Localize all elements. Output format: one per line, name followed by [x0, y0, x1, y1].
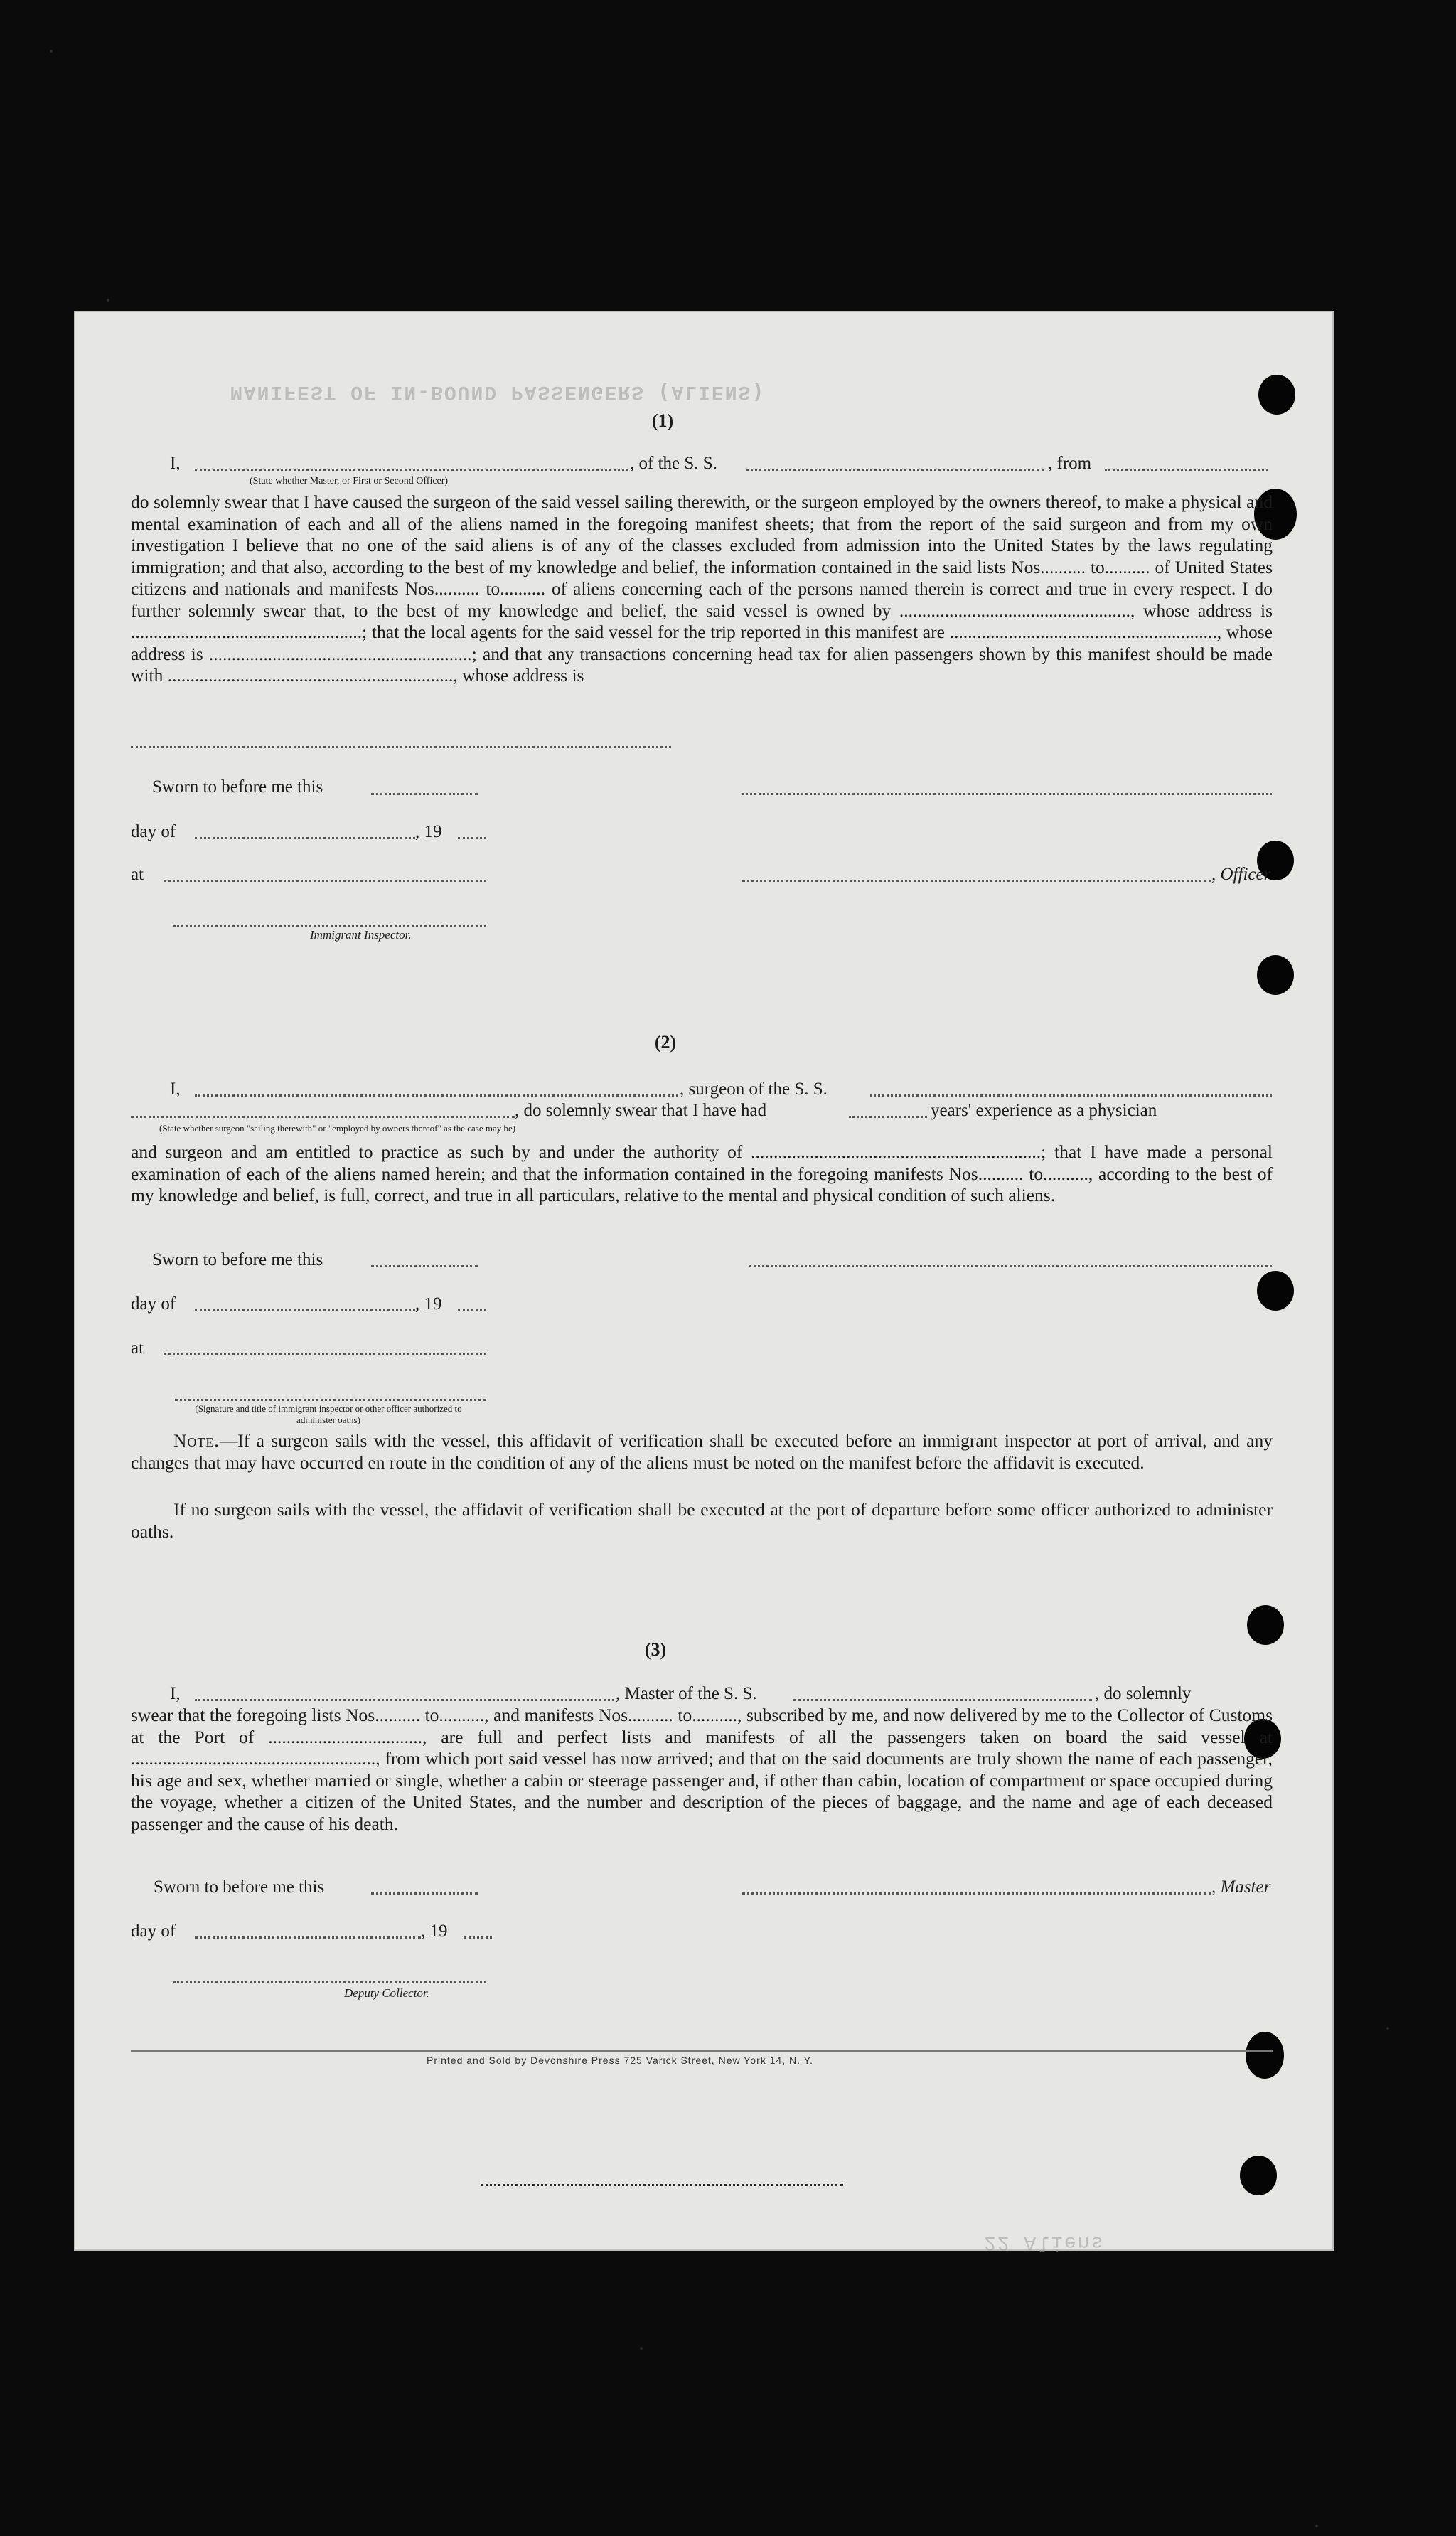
s3-master-title: , Master	[1211, 1877, 1271, 1897]
s1-agent-address-field[interactable]	[131, 746, 671, 748]
bleed-through-bottom: 22 Aliens	[984, 2231, 1105, 2253]
section-1-number: (1)	[651, 410, 674, 431]
s2-surgeon-name-field[interactable]	[195, 1094, 678, 1097]
s3-year-field[interactable]	[464, 1936, 492, 1939]
printer-imprint: Printed and Sold by Devonshire Press 725 Varick Street, New York 14, N. Y.	[427, 2055, 814, 2066]
s1-at-field[interactable]	[164, 880, 486, 882]
s3-signature-field[interactable]	[742, 1892, 1211, 1895]
s1-from-field[interactable]	[1105, 469, 1268, 471]
s2-sworn-label: Sworn to before me this	[152, 1250, 323, 1269]
s2-inspector-signature-field[interactable]	[175, 1399, 486, 1401]
s1-day-of-label: day of	[131, 822, 176, 841]
s2-surgeon-caption: (State whether surgeon "sailing therewith" or "employed by owners thereof" as the case may be)	[159, 1123, 516, 1134]
s3-sworn-field[interactable]	[371, 1892, 478, 1895]
s2-swear-label: , do solemnly swear that I have had	[515, 1101, 767, 1120]
punch-hole	[1257, 955, 1294, 995]
s1-signature-field[interactable]	[742, 793, 1272, 795]
s2-note	[131, 1430, 1273, 1474]
s1-oath-body: do solemnly swear that I have caused the surgeon of the said vessel sailing therewith, or the surgeon employed by the owners thereof, to make a physical and mental examination of each and all of the aliens named in the foregoing manifest sheets; that from the report of the said surgeon and from my own investigation I believe that no one of the said aliens is of any of the classes excluded from admission into the United States by the laws regulating immigration; and that also, according to the best of my knowledge and belief, the information contained in the said lists Nos.......... to.......... of United States citizens and nationals and manifests Nos.......... to.......... of aliens concerning each of the persons named therein is correct and true in every respect. I do further solemnly swear that, to the best of my knowledge and belief, the said vessel is owned by ..................................................., whose address is ...................................................; that the local agents for the said vessel for the trip reported in this manifest are ..........................................................., whose address is ..........................................................; and that any transactions concerning head tax for alien passengers shown by this manifest should be made with ..............................................................., whose address is	[131, 491, 1273, 686]
s2-year-field[interactable]	[458, 1309, 486, 1311]
scan-speck	[1386, 2027, 1389, 2030]
s1-sworn-label: Sworn to before me this	[152, 777, 323, 797]
s1-from-label: , from	[1048, 454, 1092, 473]
s2-note-label: Note.	[173, 1430, 220, 1451]
s1-i-label: I,	[170, 454, 181, 473]
punch-hole	[1257, 1271, 1294, 1311]
section-2-number: (2)	[654, 1032, 677, 1053]
s2-day-of-label: day of	[131, 1294, 176, 1314]
punch-hole	[1247, 1605, 1284, 1645]
s3-vessel-field[interactable]	[793, 1699, 1092, 1701]
s1-inspector-title: Immigrant Inspector.	[310, 928, 412, 942]
s2-years-label: years' experience as a physician	[931, 1101, 1157, 1120]
s1-inspector-signature-field[interactable]	[173, 925, 486, 927]
s2-years-field[interactable]	[849, 1116, 927, 1118]
s3-day-field[interactable]	[195, 1936, 421, 1939]
s2-at-field[interactable]	[164, 1353, 486, 1355]
s3-collector-title: Deputy Collector.	[344, 1986, 429, 2000]
punch-hole	[1246, 2032, 1284, 2079]
s2-year-label: , 19	[415, 1294, 442, 1314]
scan-speck	[107, 299, 109, 302]
section-3-number: (3)	[644, 1639, 667, 1660]
footer-rule	[131, 2050, 1273, 2052]
s3-master-label: , Master of the S. S.	[616, 1684, 757, 1703]
s3-oath-body: swear that the foregoing lists Nos.......... to.........., and manifests Nos.......... to.........., subscribed by me, and now delivered by me to the Collector of Customs at the Port of .................................., are full and perfect lists and manifests of all the passengers taken on board the said vessel at ......................................................, from which port said vessel has now arrived; and that on the said documents are truly shown the name of each passenger, his age and sex, whether married or single, whether a cabin or steerage passenger and, if other than cabin, location of compartment or space occupied during the voyage, whether a citizen of the United States, and the number and description of the pieces of baggage, and the name and age of each deceased passenger and the cause of his death.	[131, 1705, 1273, 1834]
s2-oath-body: and surgeon and am entitled to practice as such by and under the authority of ................................................................; that I have made a personal examination of each of the aliens named herein; and that the information contained in the foregoing manifests Nos.......... to.........., according to the best of my knowledge and belief, is full, correct, and true in all particulars, relative to the mental and physical condition of such aliens.	[131, 1141, 1273, 1205]
s2-sworn-field[interactable]	[371, 1265, 478, 1267]
s2-i-label: I,	[170, 1080, 181, 1099]
s1-day-field[interactable]	[195, 837, 415, 839]
s1-officer-name-field[interactable]	[195, 469, 628, 471]
s3-swear-label: , do solemnly	[1095, 1684, 1192, 1703]
s2-surgeon-label: , surgeon of the S. S.	[680, 1080, 828, 1099]
manifest-affidavit-page	[74, 311, 1334, 2251]
stray-dotted-mark	[481, 2184, 843, 2186]
scan-speck	[640, 2347, 643, 2350]
punch-hole	[1258, 375, 1295, 415]
s2-note-2: If no surgeon sails with the vessel, the affidavit of verification shall be executed at the port of departure before some officer authorized to administer oaths.	[131, 1499, 1273, 1542]
s1-officer-label: , Officer	[1211, 865, 1271, 884]
s1-master-caption: (State whether Master, or First or Second Officer)	[250, 476, 449, 486]
punch-hole	[1240, 2156, 1277, 2195]
s2-signature-caption: (Signature and title of immigrant inspector or other officer authorized to administer oaths)	[195, 1403, 462, 1425]
s3-master-name-field[interactable]	[195, 1699, 614, 1701]
s1-year-label: , 19	[415, 822, 442, 841]
s1-vessel-field[interactable]	[746, 469, 1044, 471]
s2-at-label: at	[131, 1338, 144, 1358]
scan-speck	[1315, 2525, 1318, 2527]
bleed-through-header: MANIFEST OF IN-BOUND PASSENGERS (ALIENS)	[230, 380, 766, 403]
s1-sworn-field[interactable]	[371, 793, 478, 795]
s3-i-label: I,	[170, 1684, 181, 1703]
s3-year-label: , 19	[421, 1922, 448, 1941]
s1-year-field[interactable]	[458, 837, 486, 839]
s1-officer-field[interactable]	[742, 880, 1211, 882]
s2-status-field[interactable]	[131, 1116, 515, 1118]
s2-day-field[interactable]	[195, 1309, 415, 1311]
s3-collector-signature-field[interactable]	[173, 1981, 486, 1983]
s2-vessel-field[interactable]	[870, 1094, 1272, 1097]
s1-at-label: at	[131, 865, 144, 884]
s2-signature-field[interactable]	[749, 1265, 1272, 1267]
s3-sworn-label: Sworn to before me this	[154, 1877, 325, 1897]
scan-speck	[50, 50, 53, 53]
s2-note-body: —If a surgeon sails with the vessel, this affidavit of verification shall be executed before an immigrant inspector at port of arrival, and any changes that may have occurred en route in the condition of any of the aliens must be noted on the manifest before the affidavit is executed.	[131, 1430, 1273, 1473]
s3-day-of-label: day of	[131, 1922, 176, 1941]
s1-of-ss-label: , of the S. S.	[630, 454, 717, 473]
